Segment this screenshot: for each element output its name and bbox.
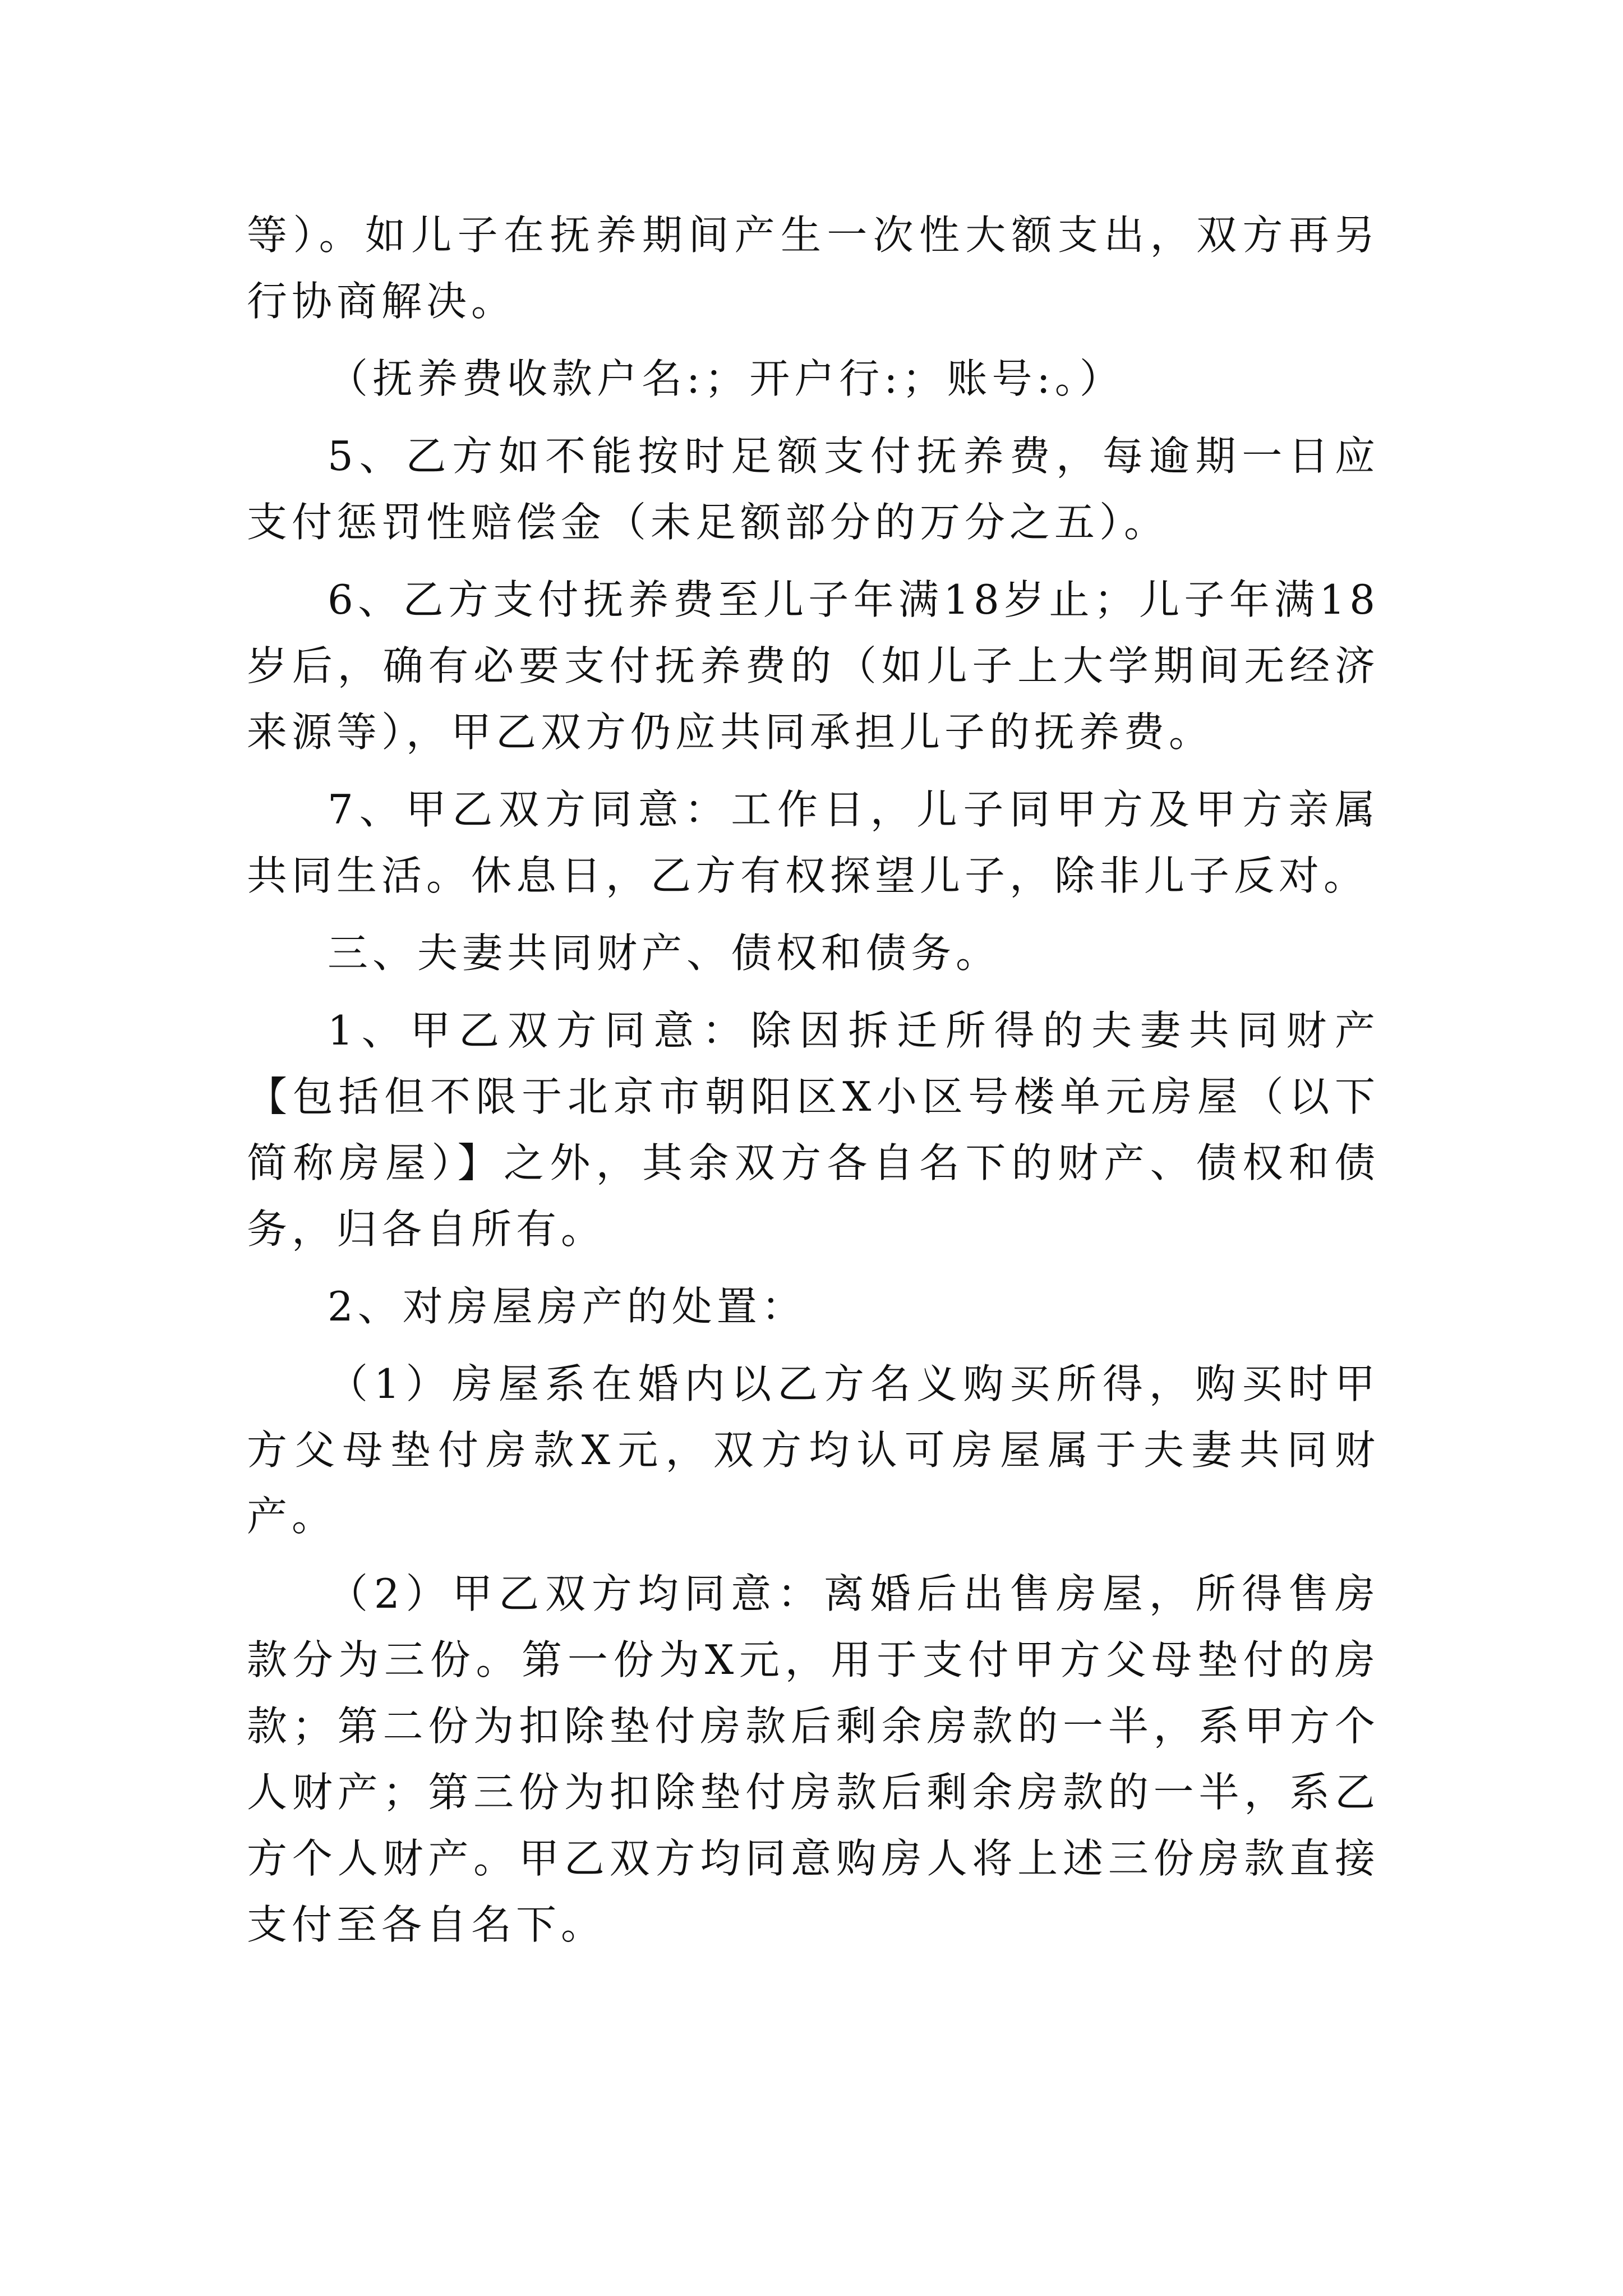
document-body [247, 202, 1380, 1958]
paragraph-payment-account: （抚养费收款户名:；开户行:；账号:。） [328, 355, 1124, 402]
paragraph-continuation: 等）。如儿子在抚养期间产生一次性大额支出，双方再另行协商解决。 [247, 211, 1380, 325]
section-heading-property: 三、夫妻共同财产、债权和债务。 [328, 930, 1001, 977]
paragraph-subclause-1: （1）房屋系在婚内以乙方名义购买所得，购买时甲方父母垫付房款X元，双方均认可房屋属于夫妻共同财产。 [247, 1360, 1380, 1540]
paragraph-property-clause-1: 1、甲乙双方同意：除因拆迁所得的夫妻共同财产【包括但不限于北京市朝阳区X小区号楼单元房屋（以下简称房屋）】之外，其余双方各自名下的财产、债权和债务，归各自所有。 [247, 1007, 1380, 1253]
paragraph-property-clause-2: 2、对房屋房产的处置： [328, 1283, 806, 1330]
paragraph-subclause-2: （2）甲乙双方均同意：离婚后出售房屋，所得售房款分为三份。第一份为X元，用于支付甲方父母垫付的房款；第二份为扣除垫付房款后剩余房款的一半，系甲方个人财产；第三份为扣除垫付房款后剩余房款的一半，系乙方个人财产。甲乙双方均同意购房人将上述三份房款直接支付至各自名下。 [247, 1570, 1380, 1948]
paragraph-clause-7: 7、甲乙双方同意：工作日，儿子同甲方及甲方亲属共同生活。休息日，乙方有权探望儿子，除非儿子反对。 [247, 786, 1380, 899]
paragraph-clause-5: 5、乙方如不能按时足额支付抚养费，每逾期一日应支付惩罚性赔偿金（未足额部分的万分之五）。 [247, 432, 1380, 546]
paragraph-clause-6: 6、乙方支付抚养费至儿子年满18岁止；儿子年满18岁后，确有必要支付抚养费的（如儿子上大学期间无经济来源等），甲乙双方仍应共同承担儿子的抚养费。 [247, 576, 1380, 756]
